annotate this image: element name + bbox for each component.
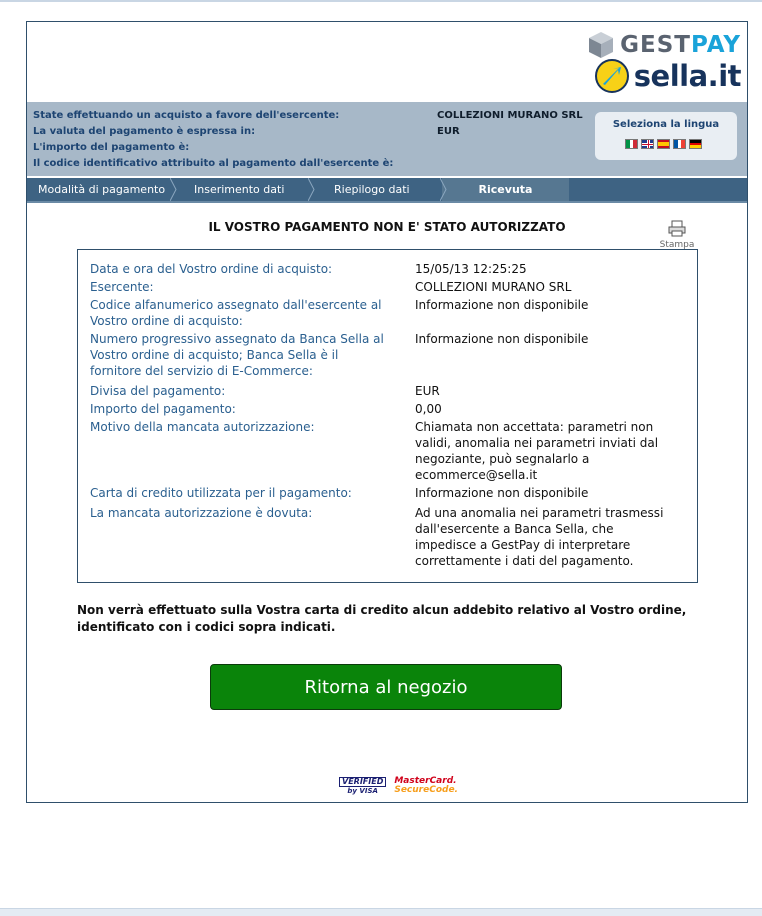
currency-label: La valuta del pagamento è espressa in: <box>33 126 256 137</box>
print-button[interactable] <box>654 220 700 250</box>
merchant-info-values <box>437 108 583 140</box>
sella-arrow-icon <box>594 58 630 94</box>
detail-label: Carta di credito utilizzata per il pagamento: <box>90 486 352 500</box>
verified-by-visa-logo: VERIFIED by VISA <box>339 777 386 795</box>
french-flag-icon[interactable] <box>673 139 686 149</box>
chevron-right-icon <box>308 178 316 201</box>
detail-value: Informazione non disponibile <box>415 332 589 346</box>
printer-icon <box>668 220 686 237</box>
detail-label: Importo del pagamento: <box>90 402 236 416</box>
detail-value: Informazione non disponibile <box>415 298 589 312</box>
italian-flag-icon[interactable] <box>625 139 638 149</box>
language-title: Seleziona la lingua <box>612 119 720 130</box>
merchant-code-label: Il codice identificativo attribuito al pagamento dall'esercente è: <box>33 158 394 169</box>
detail-value: 15/05/13 12:25:25 <box>415 262 527 276</box>
security-badges <box>339 777 458 795</box>
return-to-shop-button[interactable]: Ritorna al negozio <box>210 664 562 710</box>
no-charge-notice: Non verrà effettuato sulla Vostra carta di credito alcun addebito relativo al Vostro ordine, identificato con i codici sopra indicati. <box>77 603 687 634</box>
sella-logo <box>594 56 741 96</box>
page-title: IL VOSTRO PAGAMENTO NON E' STATO AUTORIZZATO <box>208 220 566 234</box>
amount-label: L'importo del pagamento è: <box>33 142 190 153</box>
progress-steps <box>27 178 747 201</box>
step-receipt: Ricevuta <box>442 178 569 201</box>
detail-value: Ad una anomalia nei parametri trasmessi dall'esercente a Banca Sella, che impedisce a GestPay di interpretare correttamente i dati del pagamento. <box>415 506 664 568</box>
order-details-box <box>77 249 698 583</box>
english-flag-icon[interactable] <box>641 139 654 149</box>
sella-text: sella.it <box>633 59 741 93</box>
step-summary: Riepilogo dati <box>310 178 442 201</box>
detail-value: Chiamata non accettata: parametri non validi, anomalia nei parametri inviati dal negoziante, può segnalarlo a ecommerce@sella.it <box>415 420 659 482</box>
detail-label: Data e ora del Vostro ordine di acquisto: <box>90 262 333 276</box>
merchant-info-band <box>27 102 747 176</box>
detail-value: EUR <box>415 384 440 398</box>
top-border <box>0 0 762 2</box>
spanish-flag-icon[interactable] <box>657 139 670 149</box>
detail-label: Esercente: <box>90 280 154 294</box>
merchant-info-labels <box>33 108 393 172</box>
payment-frame <box>26 21 748 803</box>
detail-label: La mancata autorizzazione è dovuta: <box>90 506 313 520</box>
merchant-value: COLLEZIONI MURANO SRL <box>437 110 583 121</box>
detail-value: 0,00 <box>415 402 442 416</box>
detail-label: Codice alfanumerico assegnato dall'esercente al Vostro ordine di acquisto: <box>90 298 382 328</box>
detail-label: Numero progressivo assegnato da Banca Sella al Vostro ordine di acquisto; Banca Sella è il fornitore del servizio di E-Commerce: <box>90 332 384 378</box>
step-payment-method: Modalità di pagamento <box>27 178 172 201</box>
print-label: Stampa <box>659 240 695 250</box>
detail-value: COLLEZIONI MURANO SRL <box>415 280 572 294</box>
mastercard-securecode-logo: MasterCard. SecureCode. <box>394 776 458 795</box>
german-flag-icon[interactable] <box>689 139 702 149</box>
currency-value: EUR <box>437 126 460 137</box>
merchant-label: State effettuando un acquisto a favore dell'esercente: <box>33 110 340 121</box>
detail-label: Motivo della mancata autorizzazione: <box>90 420 315 434</box>
detail-value: Informazione non disponibile <box>415 486 589 500</box>
detail-label: Divisa del pagamento: <box>90 384 226 398</box>
gestpay-text-pay: PAY <box>691 32 741 58</box>
chevron-right-icon <box>440 178 448 201</box>
step-data-entry: Inserimento dati <box>172 178 310 201</box>
gestpay-text-gest: GEST <box>620 32 691 58</box>
chevron-right-icon <box>170 178 178 201</box>
language-flags <box>625 139 702 149</box>
language-selector <box>595 112 737 160</box>
steps-underline <box>27 201 747 203</box>
